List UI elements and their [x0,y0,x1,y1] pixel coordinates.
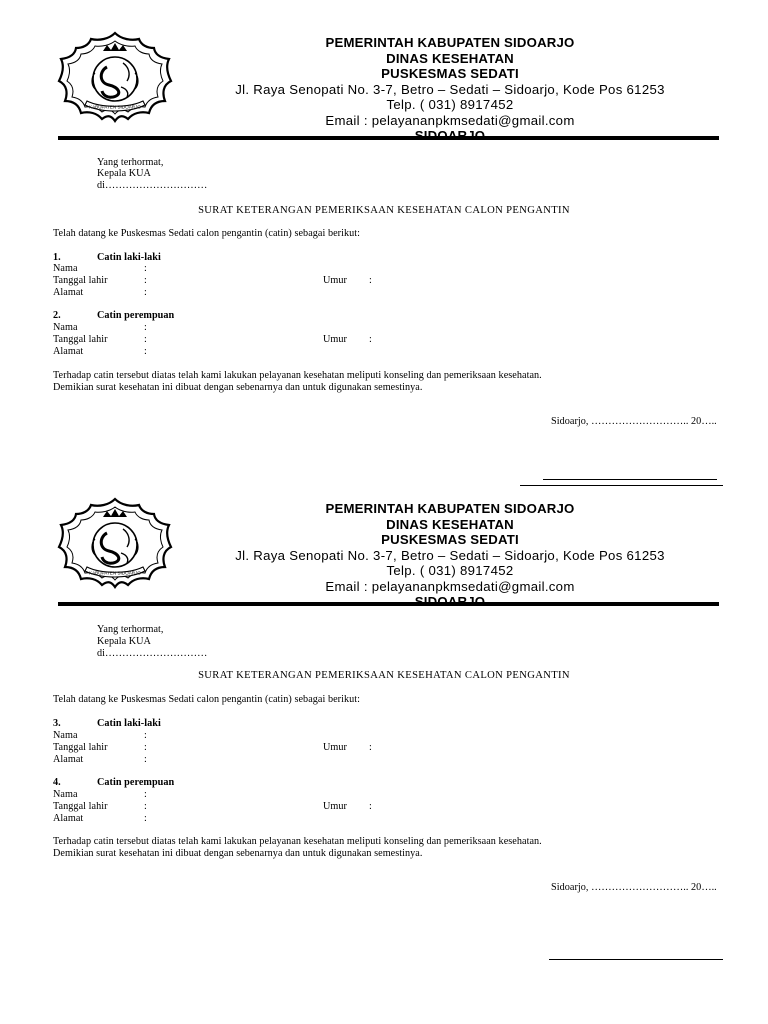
recipient-addressee: Kepala KUA [97,168,151,179]
svg-text:KABUPATEN SIDOARJO: KABUPATEN SIDOARJO [89,570,141,576]
recipient-place: di………………………… [97,648,208,659]
bride-address-colon: : [144,346,147,357]
groom-age-label: Umur [323,742,347,753]
bride-age-colon: : [369,334,372,345]
closing-declaration: Demikian surat kesehatan ini dibuat dengan sebenarnya dan untuk digunakan semestinya. [53,848,423,859]
date-place-line: Sidoarjo, ……………………….. 20….. [551,882,717,893]
sidoarjo-regency-emblem-icon [57,497,173,589]
letterhead-phone: Telp. ( 031) 8917452 [386,97,514,112]
groom-address-colon: : [144,287,147,298]
recipient-addressee: Kepala KUA [97,636,151,647]
letterhead [180,501,720,610]
bride-age-label: Umur [323,334,347,345]
groom-name-colon: : [144,730,147,741]
letterhead-department: DINAS KESEHATAN [386,516,514,532]
bride-age-colon: : [369,801,372,812]
groom-name-label: Nama [53,263,78,274]
svg-text:KABUPATEN SIDOARJO: KABUPATEN SIDOARJO [89,104,141,110]
closing-declaration: Demikian surat kesehatan ini dibuat dengan sebenarnya dan untuk digunakan semestinya. [53,382,423,393]
letterhead-address: Jl. Raya Senopati No. 3-7, Betro – Sedati – Sidoarjo, Kode Pos 61253 [235,81,665,97]
letterhead-clinic: PUSKESMAS SEDATI [381,66,519,81]
bride-number: 2. [53,310,61,321]
signature-line [549,959,723,960]
bride-dob-colon: : [144,334,147,345]
bride-address-colon: : [144,813,147,824]
groom-address-label: Alamat [53,754,84,765]
letterhead-clinic: PUSKESMAS SEDATI [381,532,519,547]
groom-dob-label: Tanggal lahir [53,275,108,286]
letterhead-divider [58,136,719,140]
letterhead-address: Jl. Raya Senopati No. 3-7, Betro – Sedati – Sidoarjo, Kode Pos 61253 [235,547,665,563]
signature-line [543,479,717,480]
bride-dob-label: Tanggal lahir [53,334,108,345]
bride-address-label: Alamat [53,346,84,357]
document-title: SURAT KETERANGAN PEMERIKSAAN KESEHATAN CALON PENGANTIN [198,670,570,681]
letterhead-department: DINAS KESEHATAN [386,50,514,66]
bride-age-label: Umur [323,801,347,812]
groom-number: 1. [53,252,61,263]
letterhead [180,35,720,144]
signature-underline [520,485,723,486]
groom-number: 3. [53,718,61,729]
bride-name-label: Nama [53,322,78,333]
groom-address-colon: : [144,754,147,765]
groom-heading: Catin laki-laki [97,252,161,263]
recipient-greeting: Yang terhormat, [97,624,164,635]
document-title: SURAT KETERANGAN PEMERIKSAAN KESEHATAN CALON PENGANTIN [198,205,570,216]
letterhead-email: Email : pelayananpkmsedati@gmail.com [325,578,575,594]
bride-name-label: Nama [53,789,78,800]
recipient-place: di………………………… [97,180,208,191]
groom-heading: Catin laki-laki [97,718,161,729]
bride-heading: Catin perempuan [97,777,175,788]
bride-address-label: Alamat [53,813,84,824]
bride-name-colon: : [144,322,147,333]
sidoarjo-regency-emblem-icon [57,31,173,123]
letter-1 [0,28,768,494]
letter-2 [0,494,768,960]
bride-heading: Catin perempuan [97,310,175,321]
letterhead-email: Email : pelayananpkmsedati@gmail.com [325,112,575,128]
groom-age-colon: : [369,742,372,753]
letterhead-government: PEMERINTAH KABUPATEN SIDOARJO [325,35,575,50]
groom-address-label: Alamat [53,287,84,298]
groom-dob-colon: : [144,742,147,753]
groom-name-label: Nama [53,730,78,741]
bride-name-colon: : [144,789,147,800]
groom-age-label: Umur [323,275,347,286]
groom-age-colon: : [369,275,372,286]
groom-dob-label: Tanggal lahir [53,742,108,753]
recipient-greeting: Yang terhormat, [97,157,164,168]
letterhead-phone: Telp. ( 031) 8917452 [386,563,514,578]
letterhead-divider [58,602,719,606]
groom-name-colon: : [144,263,147,274]
closing-statement: Terhadap catin tersebut diatas telah kami lakukan pelayanan kesehatan meliputi konseling dan pemeriksaan kesehatan. [53,370,542,381]
intro-text: Telah datang ke Puskesmas Sedati calon pengantin (catin) sebagai berikut: [53,228,361,239]
bride-dob-colon: : [144,801,147,812]
bride-dob-label: Tanggal lahir [53,801,108,812]
closing-statement: Terhadap catin tersebut diatas telah kami lakukan pelayanan kesehatan meliputi konseling dan pemeriksaan kesehatan. [53,836,542,847]
date-place-line: Sidoarjo, ……………………….. 20….. [551,416,717,427]
bride-number: 4. [53,777,61,788]
intro-text: Telah datang ke Puskesmas Sedati calon pengantin (catin) sebagai berikut: [53,694,361,705]
groom-dob-colon: : [144,275,147,286]
letterhead-government: PEMERINTAH KABUPATEN SIDOARJO [325,501,575,516]
